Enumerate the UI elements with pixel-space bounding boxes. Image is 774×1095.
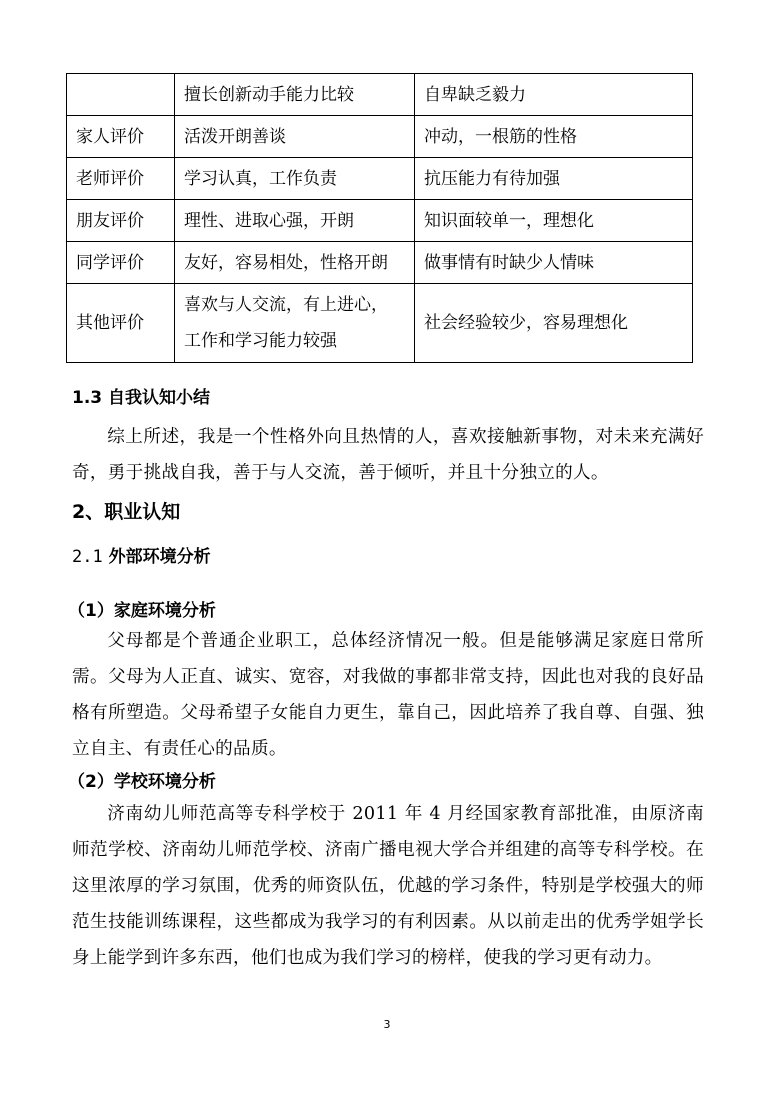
table-row <box>67 242 693 284</box>
family-paragraph: 父母都是个普通企业职工，总体经济情况一般。但是能够满足家庭日常所需。父母为人正直、诚实、宽容，对我做的事都非常支持，因此也对我的良好品格有所塑造。父母希望子女能自力更生，靠自己，因此培养了我自尊、自强、独立自主、有责任心的品质。 <box>72 631 704 759</box>
summary-paragraph: 综上所述，我是一个性格外向且热情的人，喜欢接触新事物，对未来充满好奇，勇于挑战自我，善于与人交流，善于倾听，并且十分独立的人。 <box>72 427 704 483</box>
table-row <box>67 116 693 158</box>
row-label: 老师评价 <box>67 158 175 200</box>
section-number: 2.1 <box>72 547 103 567</box>
table-row <box>67 74 693 116</box>
table-row <box>67 284 693 363</box>
evaluation-table <box>66 73 693 363</box>
strengths-cell: 活泼开朗善谈 <box>175 116 415 158</box>
strengths-cell: 擅长创新动手能力比较 <box>175 74 415 116</box>
section-title: 外部环境分析 <box>108 547 211 567</box>
strengths-cell: 友好，容易相处，性格开朗 <box>175 242 415 284</box>
table-row <box>67 200 693 242</box>
strengths-cell: 理性、进取心强，开朗 <box>175 200 415 242</box>
row-label: 朋友评价 <box>67 200 175 242</box>
weaknesses-cell: 自卑缺乏毅力 <box>415 74 693 116</box>
table-row <box>67 158 693 200</box>
row-label: 其他评价 <box>67 284 175 363</box>
weaknesses-cell: 抗压能力有待加强 <box>415 158 693 200</box>
section-heading-2-1 <box>72 542 211 567</box>
strengths-line-1: 喜欢与人交流，有上进心， <box>184 295 388 315</box>
family-heading: （1）家庭环境分析 <box>68 601 216 621</box>
strengths-line-2: 工作和学习能力较强 <box>184 331 337 351</box>
row-label: 同学评价 <box>67 242 175 284</box>
row-label <box>67 74 175 116</box>
weaknesses-cell: 社会经验较少，容易理想化 <box>415 284 693 363</box>
row-label: 家人评价 <box>67 116 175 158</box>
weaknesses-cell: 做事情有时缺少人情味 <box>415 242 693 284</box>
weaknesses-cell: 冲动，一根筋的性格 <box>415 116 693 158</box>
school-paragraph: 济南幼儿师范高等专科学校于 2011 年 4 月经国家教育部批准，由原济南师范学校、济南幼儿师范学校、济南广播电视大学合并组建的高等专科学校。在这里浓厚的学习氛围，优秀的师资队伍，优越的学习条件，特别是学校强大的师范生技能训练课程，这些都成为我学习的有利因素。从以前走出的优秀学姐学长身上能学到许多东西，他们也成为我们学习的榜样，使我的学习更有动力。 <box>72 804 704 968</box>
section-heading-1-3: 1.3 自我认知小结 <box>72 388 211 408</box>
weaknesses-cell: 知识面较单一，理想化 <box>415 200 693 242</box>
strengths-cell <box>175 284 415 363</box>
section-heading-2: 2、职业认知 <box>72 501 181 523</box>
school-heading: （2）学校环境分析 <box>68 772 216 792</box>
page-number: 3 <box>383 1018 391 1031</box>
strengths-cell: 学习认真，工作负责 <box>175 158 415 200</box>
